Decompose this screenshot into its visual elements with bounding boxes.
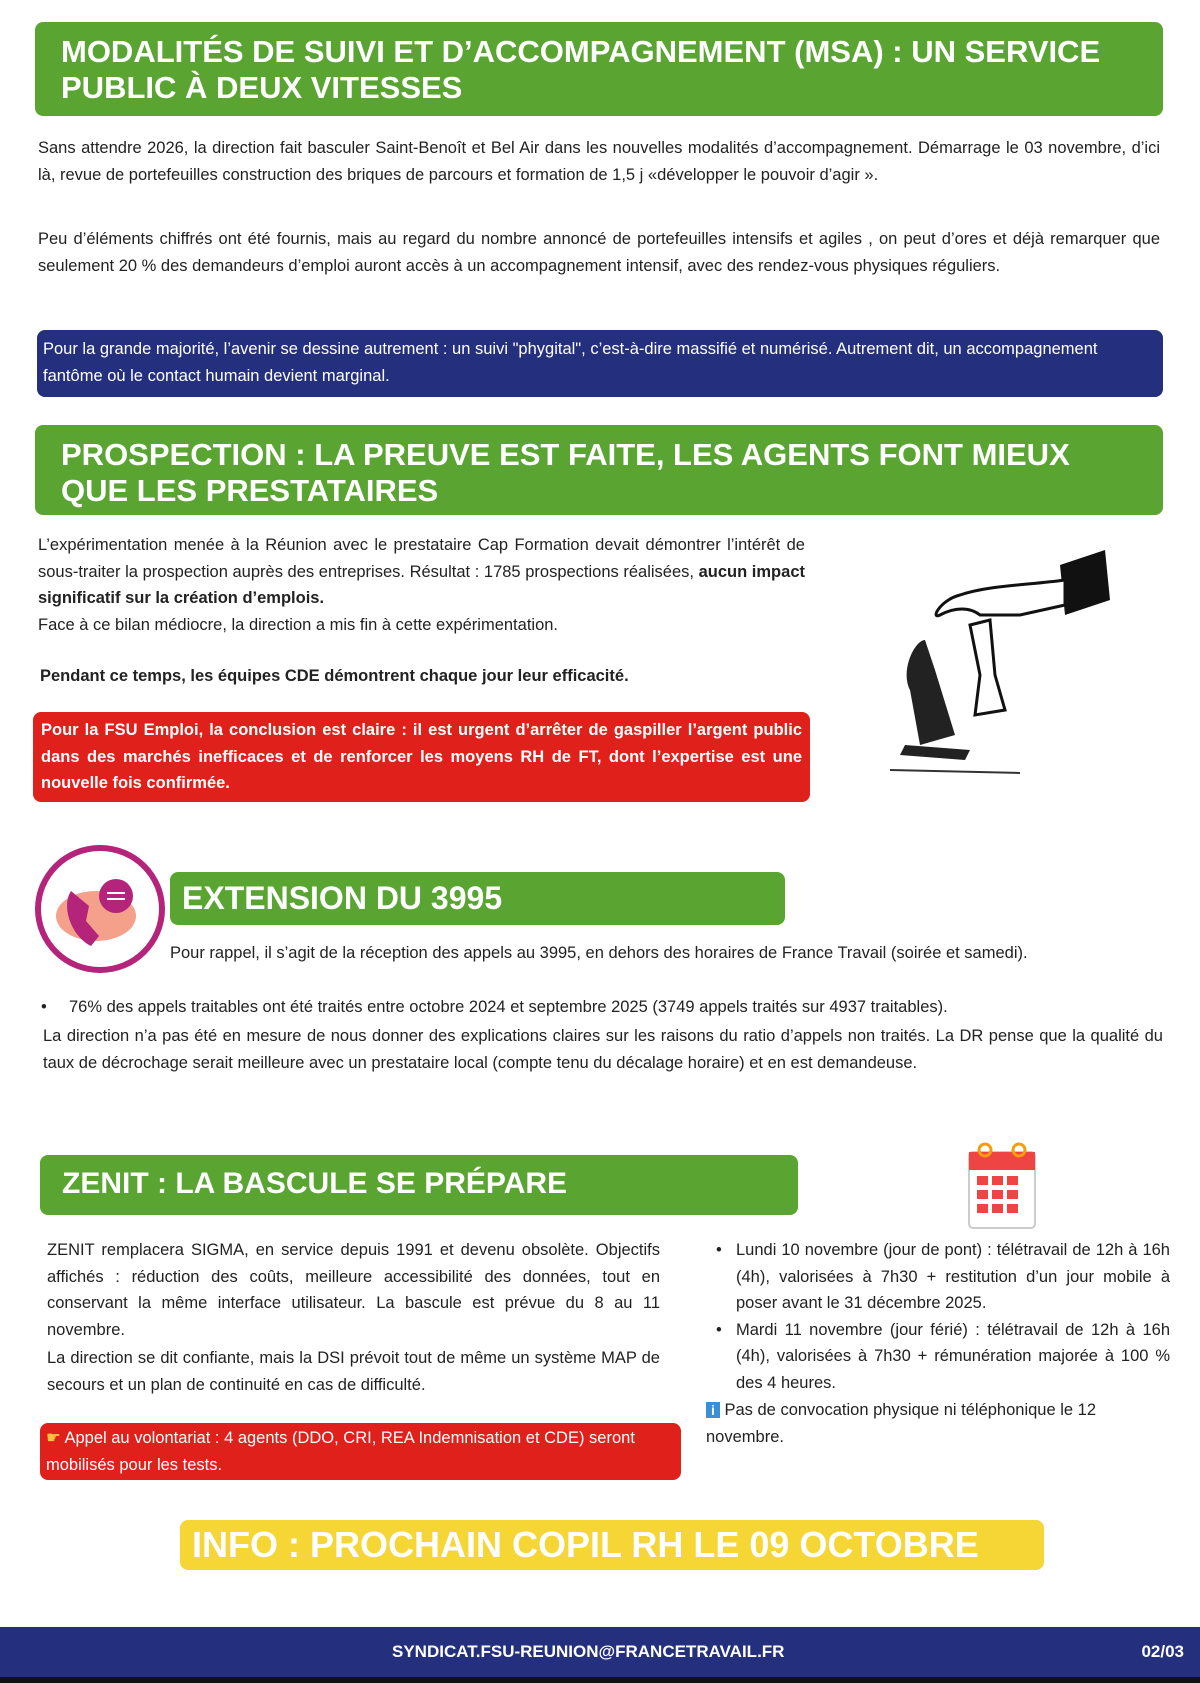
prospection-bold-line: Pendant ce temps, les équipes CDE démontrent chaque jour leur efficacité.: [40, 667, 629, 685]
extension-heading: EXTENSION DU 3995: [170, 872, 785, 925]
bottom-border: [0, 1677, 1200, 1683]
prospection-conclusion-box: Pour la FSU Emploi, la conclusion est claire : il est urgent d’arrêter de gaspiller l’argent public dans des marchés inefficaces et de renforcer les moyens RH de FT, dont l’expertise est une nouvelle fois confirmée.: [33, 712, 810, 802]
info-icon: i: [706, 1402, 720, 1418]
msa-highlight-box: Pour la grande majorité, l’avenir se dessine autrement : un suivi "phygital", c’est-à-dire massifié et numérisé. Autrement dit, un accompagnement fantôme où le contact humain devient marginal.: [37, 330, 1163, 397]
text: Face à ce bilan médiocre, la direction a mis fin à cette expérimentation.: [38, 615, 559, 634]
page-number: 02/03: [1141, 1642, 1184, 1661]
list-item: • 76% des appels traitables ont été traités entre octobre 2024 et septembre 2025 (3749 appels traités sur 4937 traitables).: [33, 994, 1163, 1021]
msa-paragraph-2: Peu d’éléments chiffrés ont été fournis, mais au regard du nombre annoncé de portefeuilles intensifs et agiles , on peut d’ores et déjà remarquer que seulement 20 % des demandeurs d’emploi auront accès à un accompagnement intensif, avec des rendez-vous physiques réguliers.: [38, 230, 1160, 275]
extension-intro: Pour rappel, il s’agit de la réception des appels au 3995, en dehors des horaires de France Travail (soirée et samedi).: [170, 944, 1028, 962]
bold-text: aucun impact significatif sur la création d’emplois.: [38, 562, 805, 607]
extension-bullets: [33, 994, 1163, 1021]
footer-email-link[interactable]: SYNDICAT.FSU-REUNION@FRANCETRAVAIL.FR: [392, 1642, 785, 1661]
text: Appel au volontariat : 4 agents (DDO, CRI, REA Indemnisation et CDE) seront mobilisés pour les tests.: [46, 1429, 635, 1474]
prospection-paragraph: [38, 532, 805, 638]
zenit-paragraph-2: La direction se dit confiante, mais la DSI prévoit tout de même un système MAP de secours et un plan de continuité en cas de difficulté.: [47, 1349, 660, 1394]
list-item: • Lundi 10 novembre (jour de pont) : télétravail de 12h à 16h (4h), valorisées à 7h30 + restitution d’un jour mobile à poser avant le 31 décembre 2025.: [708, 1237, 1170, 1317]
zenit-info-note: [706, 1397, 1170, 1450]
chess-hand-illustration: [880, 545, 1110, 780]
extension-paragraph: La direction n’a pas été en mesure de nous donner des explications claires sur les raisons du ratio d’appels non traités. La DR pense que la qualité du taux de décrochage serait meilleure avec un prestataire local (compte tenu du décalage horaire) et en est demandeuse.: [43, 1027, 1163, 1072]
zenit-heading: ZENIT : LA BASCULE SE PRÉPARE: [40, 1155, 798, 1215]
list-item: • Mardi 11 novembre (jour férié) : télétravail de 12h à 16h (4h), valorisées à 7h30 + rémunération majorée à 100 % des 4 heures.: [708, 1317, 1170, 1397]
text: Pas de convocation physique ni téléphonique le 12 novembre.: [706, 1401, 1097, 1446]
info-banner: INFO : PROCHAIN COPIL RH LE 09 OCTOBRE: [180, 1520, 1044, 1570]
footer: [0, 1627, 1200, 1677]
calendar-icon: [965, 1140, 1041, 1232]
zenit-paragraph-1: ZENIT remplacera SIGMA, en service depuis 1991 et devenu obsolète. Objectifs affichés : réduction des coûts, meilleure accessibilité des données, tout en conservant la même interface utilisateur. La bascule est prévue du 8 au 11 novembre.: [47, 1241, 660, 1339]
zenit-bullets: [708, 1237, 1170, 1396]
msa-heading: MODALITÉS DE SUIVI ET D’ACCOMPAGNEMENT (MSA) : UN SERVICE PUBLIC À DEUX VITESSES: [35, 22, 1163, 116]
text: L’expérimentation menée à la Réunion avec le prestataire Cap Formation devait démontrer l’intérêt de sous-traiter la prospection auprès des entreprises. Résultat : 1785 prospections réalisées,: [38, 536, 805, 581]
pointing-hand-icon: ☛: [46, 1429, 65, 1447]
zenit-left-text: [47, 1237, 660, 1398]
phone-chat-icon: [35, 845, 165, 973]
msa-paragraph-1: Sans attendre 2026, la direction fait basculer Saint-Benoît et Bel Air dans les nouvelles modalités d’accompagnement. Démarrage le 03 novembre, d’ici là, revue de portefeuilles construction des briques de parcours et formation de 1,5 j «développer le pouvoir d’agir ».: [38, 139, 1160, 184]
zenit-volunteer-box: [40, 1423, 681, 1480]
prospection-heading: PROSPECTION : LA PREUVE EST FAITE, LES AGENTS FONT MIEUX QUE LES PRESTATAIRES: [35, 425, 1163, 515]
